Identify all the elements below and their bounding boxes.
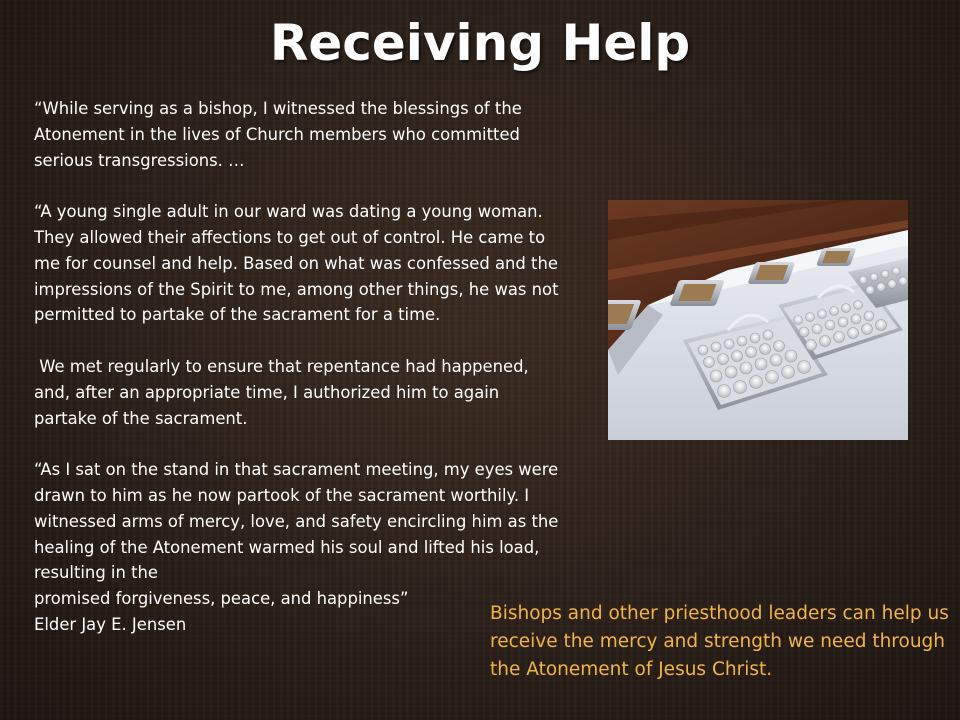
quote-author: Elder Jay E. Jensen <box>34 614 187 634</box>
sacrament-trays-illustration <box>608 200 908 440</box>
quote-paragraph: We met regularly to ensure that repentance had happened, and, after an appropriate time, I authorized him to again partake of the sacrament. <box>34 356 534 428</box>
quote-block <box>34 96 564 638</box>
slide-caption: Bishops and other priesthood leaders can help us receive the mercy and strength we need through the Atonement of Jesus Christ. <box>490 603 949 680</box>
quote-paragraph <box>34 457 564 638</box>
quote-paragraph: “A young single adult in our ward was dating a young woman. They allowed their affections to get out of control. He came to me for counsel and help. Based on what was confessed and the impressions of the Spirit to me, among other things, he was not permitted to partake of the sacrament for a time. <box>34 202 559 325</box>
quote-paragraph: “While serving as a bishop, I witnessed the blessings of the Atonement in the lives of Church members who committed serious transgressions. … <box>34 99 522 170</box>
slide-title: Receiving Help <box>269 14 691 72</box>
sacrament-trays-photo <box>608 200 908 440</box>
quote-closing: promised forgiveness, peace, and happiness” <box>34 589 409 609</box>
quote-paragraph-text: “As I sat on the stand in that sacrament meeting, my eyes were drawn to him as he now partook of the sacrament worthily. I witnessed arms of mercy, love, and safety encircling him as the healing of the Atonement warmed his soul and lifted his load, resulting in the <box>34 460 559 583</box>
